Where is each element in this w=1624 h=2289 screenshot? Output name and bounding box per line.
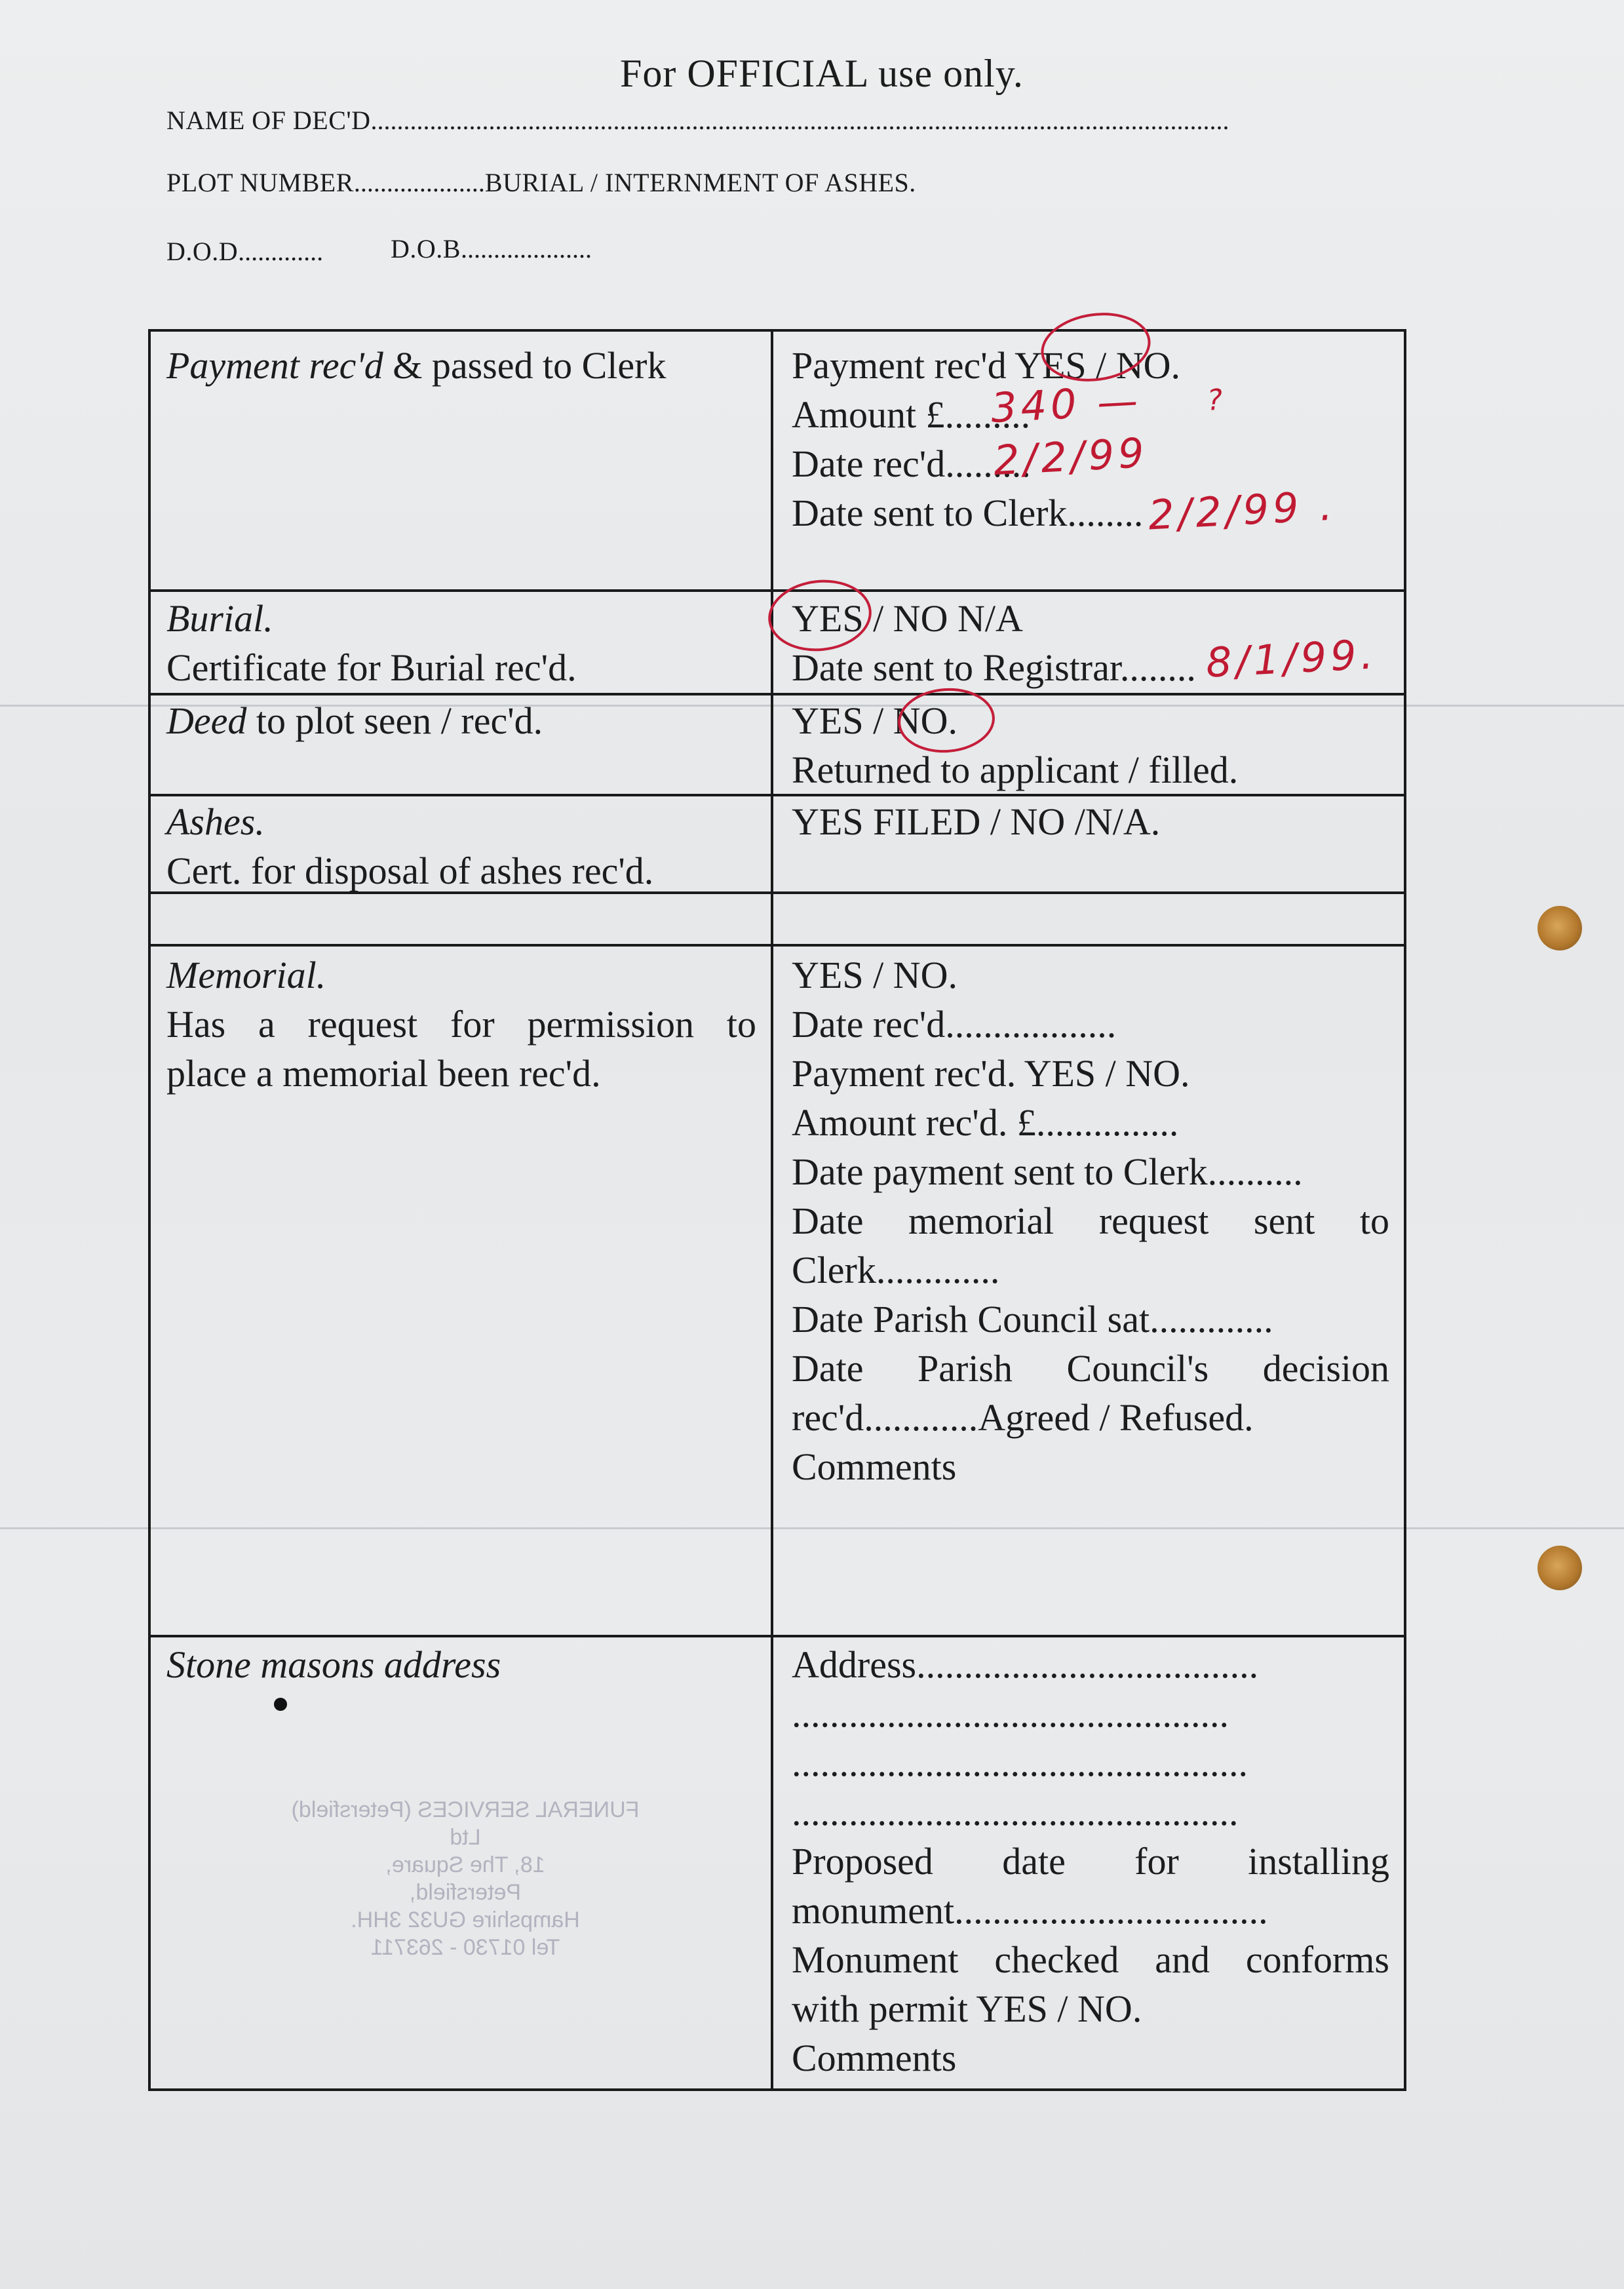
ashes-right-cell [792, 797, 1389, 846]
memorial-comments-label: Comments [792, 1445, 957, 1488]
dod-field [166, 236, 323, 267]
handwritten-date-received: 2/2/99 [992, 428, 1150, 485]
stamp-line: Tel 01730 - 263711 [370, 1935, 560, 1960]
deed-right-cell [792, 696, 1389, 794]
funeral-services-stamp [275, 1796, 655, 1961]
stamp-line: Petersfield, [409, 1880, 522, 1905]
decision-agreed-refused: rec'd............Agreed / Refused. [792, 1396, 1254, 1439]
name-label: NAME OF DEC'D [166, 106, 371, 135]
punch-hole [1537, 1546, 1582, 1590]
mason-address-line4: ............................................... [792, 1791, 1239, 1833]
column-divider [771, 332, 773, 2088]
payment-left-cell [166, 341, 756, 390]
stamp-line: Hampshire GU32 3HH. [351, 1908, 580, 1932]
permit-yes-no: with permit YES / NO. [792, 1987, 1142, 2030]
date-parish-council-decision: Date Parish Council's decision [792, 1347, 1389, 1390]
dod-label: D.O.D [166, 237, 239, 266]
name-of-deceased-line [166, 105, 1229, 136]
memorial-amount-received: Amount rec'd. £............... [792, 1101, 1179, 1144]
ashes-yes-filed-no: YES FILED / NO /N/A. [792, 800, 1161, 843]
mason-comments-label: Comments [792, 2037, 957, 2079]
date-payment-sent-to-clerk: Date payment sent to Clerk.......... [792, 1150, 1303, 1193]
amount-field: Amount £......... [792, 393, 1031, 436]
ashes-left-cell [166, 797, 756, 895]
dob-field [391, 233, 592, 264]
memorial-payment-received: Payment rec'd. YES / NO. [792, 1052, 1190, 1095]
burial-yes-no: YES / NO N/A [792, 597, 1023, 640]
memorial-right-cell [792, 950, 1389, 1491]
deed-left-cell [166, 696, 756, 745]
mason-address-line2: .............................................. [792, 1692, 1229, 1735]
proposed-install-date-label: Proposed date for installing [792, 1840, 1389, 1883]
burial-left-cell [166, 594, 756, 692]
memorial-request-line1: Has a request for permission to [166, 1003, 756, 1046]
memorial-yes-no: YES / NO. [792, 954, 957, 996]
punch-hole [1537, 906, 1582, 950]
mason-address-line3: ................................................ [792, 1742, 1248, 1784]
monument-checked-label: Monument checked and conforms [792, 1938, 1389, 1981]
stamp-line: FUNERAL SERVICES (Petersfield) Ltd [291, 1797, 640, 1850]
memorial-date-received: Date rec'd.................. [792, 1003, 1117, 1046]
mason-address-line1: Address.................................... [792, 1643, 1259, 1686]
row-divider [151, 693, 1404, 695]
dob-dots: .................... [460, 234, 592, 264]
memorial-clerk-field: Clerk............. [792, 1249, 1000, 1291]
row-divider [151, 589, 1404, 592]
payment-received-label: Payment rec'd [166, 344, 383, 387]
date-sent-to-registrar-field: Date sent to Registrar........ [792, 646, 1196, 689]
monument-field: monument................................. [792, 1889, 1268, 1932]
plot-number-line [166, 167, 916, 198]
plot-dots: .................... [353, 168, 485, 197]
passed-to-clerk-label: & passed to Clerk [383, 344, 667, 387]
returned-to-applicant-label: Returned to applicant / filled. [792, 749, 1239, 791]
handwritten-question-mark: ? [1206, 383, 1228, 418]
memorial-heading: Memorial. [166, 954, 326, 996]
name-dots: ................................................................................................................................... [370, 106, 1229, 135]
ashes-heading: Ashes. [166, 800, 265, 843]
row-divider [151, 1635, 1404, 1637]
form-title: For OFFICIAL use only. [620, 52, 1024, 95]
date-memorial-request-sent: Date memorial request sent to [792, 1200, 1389, 1242]
date-sent-to-clerk-field: Date sent to Clerk........ [792, 492, 1144, 534]
handwritten-date-sent-clerk: 2/2/99 . [1147, 481, 1338, 539]
burial-certificate-label: Certificate for Burial rec'd. [166, 646, 577, 689]
date-parish-council-sat: Date Parish Council sat............. [792, 1298, 1273, 1340]
plot-label: PLOT NUMBER [166, 168, 354, 197]
burial-internment-label: BURIAL / INTERNMENT OF ASHES. [484, 168, 916, 197]
mason-left-cell [166, 1640, 756, 1689]
deed-label: to plot seen / rec'd. [246, 699, 543, 742]
handwritten-amount: 340 — [990, 376, 1143, 432]
memorial-left-cell [166, 950, 756, 1098]
stamp-line: 18, The Square, [385, 1852, 545, 1877]
handwritten-date-sent-registrar: 8/1/99. [1205, 630, 1379, 687]
mason-right-cell [792, 1640, 1389, 2083]
date-received-field: Date rec'd......... [792, 442, 1031, 485]
deed-yes-no: YES / NO. [792, 699, 957, 742]
ink-dot [274, 1698, 287, 1711]
deed-heading: Deed [166, 699, 247, 742]
memorial-request-line2: place a memorial been rec'd. [166, 1052, 601, 1095]
dod-dots: ............. [238, 237, 324, 266]
stone-masons-address-label: Stone masons address [166, 1643, 501, 1686]
burial-heading: Burial. [166, 597, 273, 640]
ashes-certificate-label: Cert. for disposal of ashes rec'd. [166, 850, 654, 892]
payment-received-yes-no: Payment rec'd YES / NO. [792, 344, 1181, 387]
row-divider [151, 944, 1404, 947]
dob-label: D.O.B [391, 234, 461, 264]
